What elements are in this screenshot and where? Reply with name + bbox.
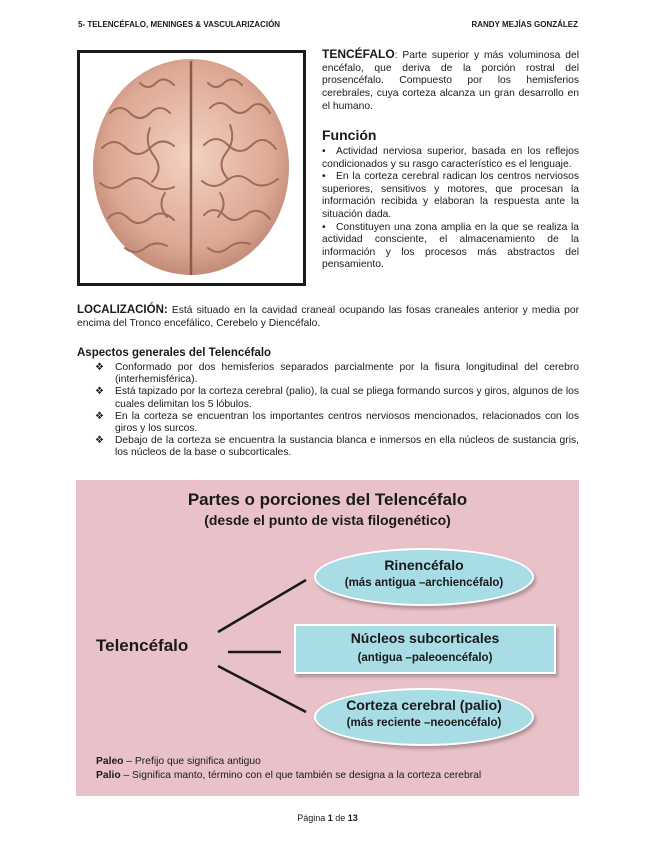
intro-paragraph <box>322 48 579 114</box>
brain-image <box>77 50 306 286</box>
node-corteza-cerebral <box>314 688 534 746</box>
header-author: RANDY MEJÍAS GONZÁLEZ <box>471 20 578 29</box>
node-sub-label: (más reciente –neoencéfalo) <box>346 717 502 729</box>
header-title: 5- TELENCÉFALO, MENINGES & VASCULARIZACIÓN <box>78 20 281 29</box>
diagram-footnote: Paleo – Prefijo que significa antiguo <box>96 756 261 767</box>
node-nucleos-subcorticales <box>294 624 556 674</box>
diamond-bullet-icon: ❖ <box>95 362 104 373</box>
diagram-title: Partes o porciones del Telencéfalo <box>187 490 468 509</box>
diagram-footnote: Palio – Significa manto, término con el que también se designa a la corteza cerebral <box>96 770 482 781</box>
diamond-bullet-icon: ❖ <box>95 410 104 422</box>
bullet-icon: • <box>322 146 326 157</box>
node-rinencefalo <box>314 548 534 606</box>
aspectos-item: ❖ Está tapizado por la corteza cerebral (palio), la cual se pliega formando surcos y giros, algunos de los cuales delimitan los 5 lóbulos. <box>95 386 579 410</box>
page-number: Página 1 de 13 <box>297 813 358 823</box>
brain-illustration <box>80 53 303 283</box>
bullet-icon: • <box>322 171 326 183</box>
funcion-heading: Función <box>322 127 377 143</box>
diagram-root-label: Telencéfalo <box>96 636 189 655</box>
node-main-label: Núcleos subcorticales <box>350 630 500 646</box>
telencefalo-diagram <box>76 480 579 796</box>
aspectos-item: ❖ Conformado por dos hemisferios separados parcialmente por la fisura longitudinal del cerebro (interhemisférica). <box>95 362 579 386</box>
bullet-icon: • <box>322 221 326 233</box>
diamond-bullet-icon: ❖ <box>95 386 104 398</box>
node-sub-label: (antigua –paleoencéfalo) <box>357 652 493 664</box>
intro-text: : Parte superior y más voluminosa del encéfalo, que deriva de la porción rostral del prosencéfalo. Compuesto por los hemisferios cerebrales, cuya corteza alcanza un gran desarrollo en el humano. <box>322 50 579 112</box>
localizacion-text: Está situado en la cavidad craneal ocupando las fosas craneales anterior y media por encima del Tronco encefálico, Cerebelo y Diencéfalo. <box>77 305 579 329</box>
funcion-item: • Constituyen una zona amplia en la que se realiza la actividad consciente, el almacenamiento de la información y los procesos más abstractos del pensamiento. <box>322 221 579 271</box>
aspectos-item: ❖ En la corteza se encuentran los importantes centros nerviosos mencionados, relacionados con los giros y los surcos. <box>95 410 579 435</box>
node-main-label: Rinencéfalo <box>384 557 464 573</box>
funcion-item: • Actividad nerviosa superior, basada en los reflejos condicionados y su rasgo característico es el lenguaje. <box>322 146 579 170</box>
funcion-list <box>322 146 579 272</box>
funcion-item: • En la corteza cerebral radican los centros nerviosos superiores, sensitivos y motores, que procesan la información recibida y elaboran la respuesta ante la situación dada. <box>322 171 579 220</box>
localizacion-paragraph <box>77 304 579 330</box>
page-header <box>78 20 578 32</box>
aspectos-item: ❖ Debajo de la corteza se encuentra la sustancia blanca e inmersos en ella núcleos de sustancia gris, los núcleos de la base o subcorticales. <box>95 435 579 459</box>
aspectos-list <box>95 362 579 460</box>
localizacion-label: LOCALIZACIÓN: <box>77 304 168 316</box>
connector-line <box>218 580 306 632</box>
node-main-label: Corteza cerebral (palio) <box>346 697 502 713</box>
connector-line <box>218 666 306 712</box>
node-sub-label: (más antigua –archiencéfalo) <box>344 577 504 589</box>
intro-term: TENCÉFALO <box>322 47 395 61</box>
diagram-subtitle: (desde el punto de vista filogenético) <box>204 512 451 528</box>
diamond-bullet-icon: ❖ <box>95 435 104 447</box>
aspectos-heading: Aspectos generales del Telencéfalo <box>77 347 272 359</box>
